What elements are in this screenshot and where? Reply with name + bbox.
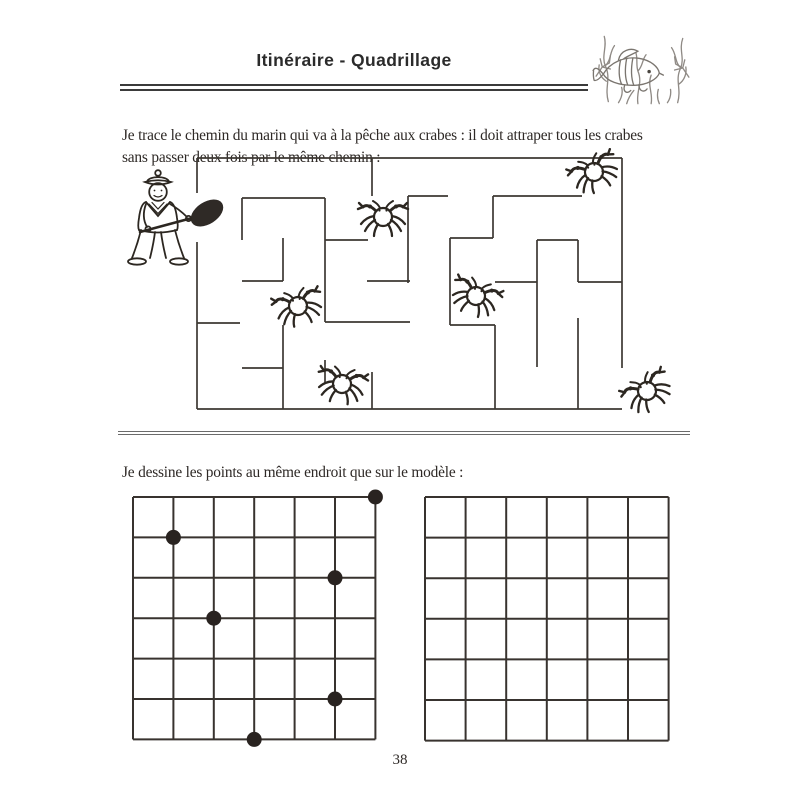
fish-eye [647,70,650,73]
crab-icon [617,365,678,416]
grid-dot [368,490,383,505]
copy-grid [425,497,669,741]
crab-icon [446,272,505,322]
page-number: 38 [392,752,408,768]
maze-instruction-line2: sans passer deux fois par le même chemin : [122,149,381,167]
section-separator-rule [118,431,690,435]
model-grid [133,490,383,747]
sailor-with-net-icon [128,170,228,265]
maze-figure [105,148,695,416]
page-title: Itinéraire - Quadrillage [256,50,452,70]
crab-icon [358,201,408,236]
crab-icon [565,148,625,200]
title-double-rule [120,84,588,91]
grid-dot [328,692,343,707]
grid-dot [166,530,181,545]
grid-dot [247,732,262,747]
fish-logo-icon [590,28,696,108]
crab-icon [270,284,327,331]
maze-sailor [128,170,228,265]
dots-instruction: Je dessine les points au même endroit que sur le modèle : [122,464,464,482]
grid-dot [328,570,343,585]
seaweed-decoration [596,36,689,103]
dot-grids-figure [120,487,680,752]
grid-dot [206,611,221,626]
maze-walls [197,158,622,409]
maze-instruction-line1: Je trace le chemin du marin qui va à la pêche aux crabes : il doit attraper tous les crabes [122,127,643,145]
crab-icon [314,364,369,407]
